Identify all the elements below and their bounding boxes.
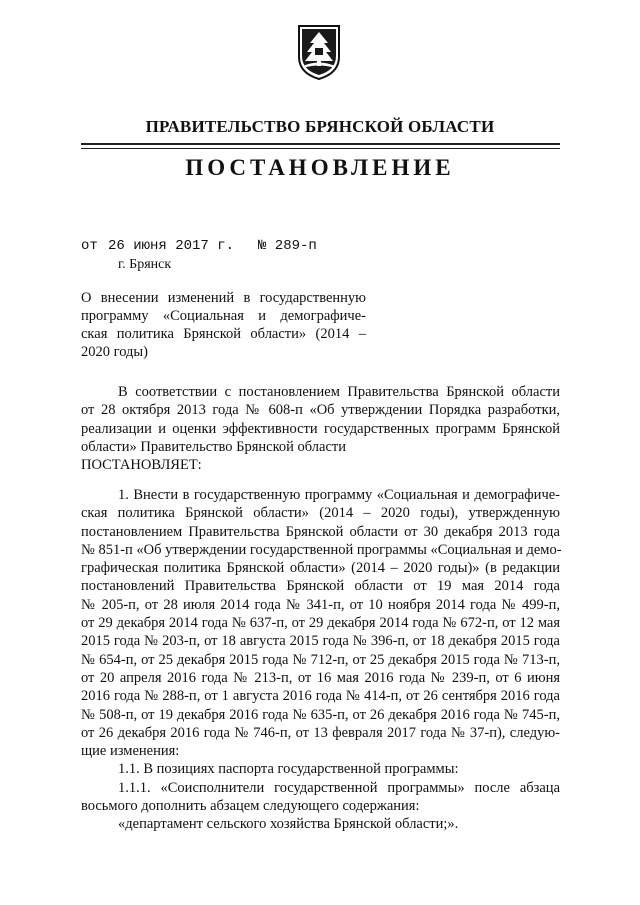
subject-line: программу «Социальная и демографиче- bbox=[81, 308, 366, 324]
document-city: г. Брянск bbox=[118, 257, 172, 272]
text-line: постановлением Правительства Брянской области от 30 декабря 2013 года bbox=[81, 523, 560, 540]
text-line: графическая политика Брянской области» (2014 – 2020 годы)» (в редакции bbox=[81, 560, 560, 577]
document-number: № 289-п bbox=[258, 238, 317, 254]
header-rule-thick bbox=[81, 143, 560, 145]
subject-line: 2020 годы) bbox=[81, 344, 148, 360]
item-1-1: 1.1. В позициях паспорта государственной программы: bbox=[118, 761, 459, 778]
text-line: 2015 года № 203-п, от 18 августа 2015 года № 396-п, от 18 декабря 2015 года bbox=[81, 633, 560, 650]
text-line: № 508-п, от 19 декабря 2016 года № 635-п, от 26 декабря 2016 года № 745-п, bbox=[81, 706, 560, 723]
text-line: восьмого дополнить абзацем следующего содержания: bbox=[81, 798, 420, 815]
text-line: области» Правительство Брянской области bbox=[81, 438, 346, 455]
text-line: от 26 декабря 2016 года № 746-п, от 13 февраля 2017 года № 37-п), следую- bbox=[81, 724, 560, 741]
text-line: от 28 октября 2013 года № 608-п «Об утверждении Порядка разработки, bbox=[81, 402, 560, 419]
text-line: В соответствии с постановлением Правительства Брянской области bbox=[118, 384, 560, 400]
coat-of-arms-icon bbox=[296, 23, 342, 81]
text-line: № 654-п, от 25 декабря 2015 года № 712-п, от 25 декабря 2015 года № 713-п, bbox=[81, 651, 560, 668]
document-date: 26 июня 2017 г. bbox=[108, 238, 235, 254]
quoted-insertion: «департамент сельского хозяйства Брянской области;». bbox=[118, 816, 459, 833]
preamble-paragraph bbox=[81, 383, 560, 474]
text-line: 1. Внести в государственную программу «Социальная и демографиче- bbox=[118, 487, 560, 503]
text-line: от 20 апреля 2016 года № 213-п, от 16 мая 2016 года № 239-п, от 6 июня bbox=[81, 669, 560, 686]
organization-title: ПРАВИТЕЛЬСТВО БРЯНСКОЙ ОБЛАСТИ bbox=[145, 117, 495, 136]
text-line: 1.1.1. «Соисполнители государственной программы» после абзаца bbox=[118, 779, 560, 796]
text-line: № 205-п, от 28 июля 2014 года № 341-п, от 10 ноября 2014 года № 499-п, bbox=[81, 596, 560, 613]
subject-line: О внесении изменений в государственную bbox=[81, 290, 366, 306]
header-rule-thin bbox=[81, 148, 560, 149]
text-line: от 29 декабря 2014 года № 637-п, от 29 декабря 2014 года № 672-п, от 12 мая bbox=[81, 615, 560, 632]
text-line: 2016 года № 288-п, от 1 августа 2016 года № 414-п, от 26 сентября 2016 года bbox=[81, 688, 560, 705]
resolves-heading: ПОСТАНОВЛЯЕТ: bbox=[81, 457, 202, 474]
subject-line: ская политика Брянской области» (2014 – bbox=[81, 326, 366, 342]
document-subject bbox=[81, 289, 366, 361]
document-type-title: ПОСТАНОВЛЕНИЕ bbox=[185, 155, 455, 180]
date-prefix: от bbox=[81, 238, 98, 254]
item-1-paragraph bbox=[81, 486, 560, 834]
text-line: реализации и оценки эффективности государственных программ Брянской bbox=[81, 420, 560, 437]
text-line: № 851-п «Об утверждении государственной программы «Социальная и демо- bbox=[81, 541, 562, 558]
text-line: щие изменения: bbox=[81, 743, 180, 760]
text-line: ская политика Брянской области» (2014 – 2020 годы), утвержденную bbox=[81, 505, 560, 522]
text-line: постановлений Правительства Брянской области от 19 мая 2014 года bbox=[81, 578, 560, 595]
